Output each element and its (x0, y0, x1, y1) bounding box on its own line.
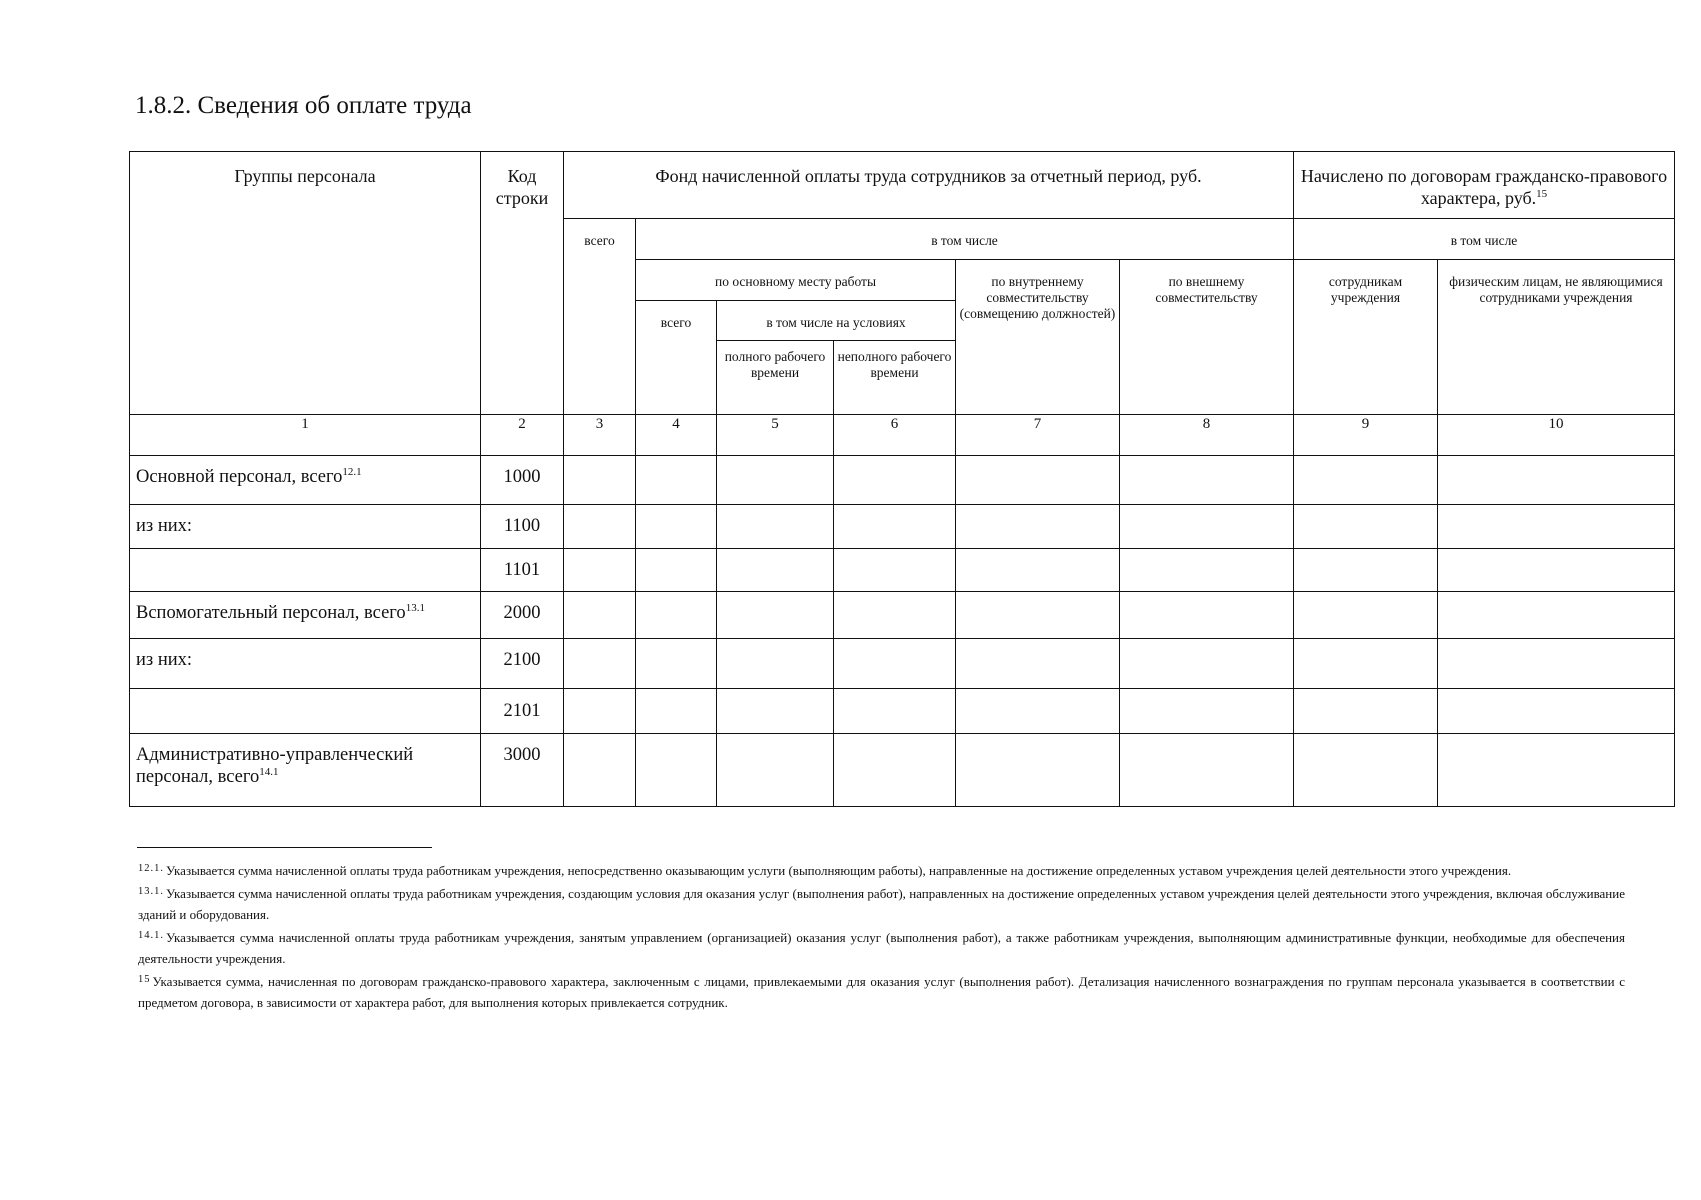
data-cell[interactable] (1438, 689, 1675, 734)
data-cell[interactable] (1438, 549, 1675, 592)
row-code: 2000 (481, 592, 564, 639)
column-number: 6 (834, 415, 956, 456)
table-row (130, 639, 1675, 689)
header-gph (1294, 152, 1675, 219)
data-cell[interactable] (834, 592, 956, 639)
data-cell[interactable] (636, 549, 717, 592)
column-number: 2 (481, 415, 564, 456)
header-internal: по внутреннему совместительству (совмещению должностей) (956, 260, 1120, 415)
column-number: 4 (636, 415, 717, 456)
table-row (130, 549, 1675, 592)
footnote (138, 969, 1625, 1013)
row-group-label (130, 592, 481, 639)
footnote-text: Указывается сумма, начисленная по договорам гражданско-правового характера, заключенным с лицами, привлекаемыми для оказания услуг (выполнения работ). Детализация начисленного вознаграждения по группам персонала указывается в соответствии с предметом договора, в зависимости от характера работ, для выполнения которых привлекается сотрудник. (138, 974, 1625, 1010)
row-group-label (130, 639, 481, 689)
header-main-total: всего (636, 301, 717, 415)
page-title: 1.8.2. Сведения об оплате труда (135, 92, 472, 119)
data-cell[interactable] (717, 549, 834, 592)
data-cell[interactable] (636, 734, 717, 807)
row-group-label (130, 505, 481, 549)
footnote (138, 881, 1625, 925)
row-code: 2100 (481, 639, 564, 689)
data-cell[interactable] (1120, 505, 1294, 549)
footnote-text: Указывается сумма начисленной оплаты труда работникам учреждения, создающим условия для оказания услуг (выполнения работ), направленных на достижение определенных уставом учреждения целей деятельности этого учреждения, включая обслуживание зданий и оборудования. (138, 886, 1625, 922)
header-including: в том числе (636, 219, 1294, 260)
column-number: 9 (1294, 415, 1438, 456)
header-incl-conditions: в том числе на условиях (717, 301, 956, 341)
data-cell[interactable] (717, 639, 834, 689)
data-cell[interactable] (717, 456, 834, 505)
data-cell[interactable] (636, 505, 717, 549)
footnote-ref: 12.1 (342, 466, 362, 478)
header-groups: Группы персонала (130, 152, 481, 415)
row-group-label (130, 456, 481, 505)
footnote-ref: 14.1 (259, 766, 279, 779)
data-cell[interactable] (1294, 689, 1438, 734)
footnote-text: Указывается сумма начисленной оплаты труда работникам учреждения, занятым управлением (организацией) оказания услуг (выполнения работ), а также работникам учреждения, выполняющим административные функции, необходимые для обеспечения деятельности учреждения. (138, 930, 1625, 966)
footnote-text: Указывается сумма начисленной оплаты труда работникам учреждения, непосредственно оказывающим услуги (выполняющим работы), направленные на достижение определенных уставом учреждения целей деятельности этого учреждения. (166, 863, 1512, 878)
data-cell[interactable] (1438, 592, 1675, 639)
header-external: по внешнему совместительству (1120, 260, 1294, 415)
data-cell[interactable] (564, 456, 636, 505)
table-row (130, 689, 1675, 734)
table-row (130, 734, 1675, 807)
row-code: 2101 (481, 689, 564, 734)
footnote-number: 15 (138, 974, 151, 985)
header-main-job: по основному месту работы (636, 260, 956, 301)
row-code: 1100 (481, 505, 564, 549)
footnote-number: 12.1. (138, 863, 164, 874)
data-cell[interactable] (1438, 456, 1675, 505)
row-group-label (130, 734, 481, 807)
header-gph-individuals: физическим лицам, не являющимися сотрудниками учреждения (1438, 260, 1675, 415)
data-cell[interactable] (956, 592, 1120, 639)
footnote-ref: 13.1 (405, 602, 425, 614)
row-code: 1000 (481, 456, 564, 505)
column-number: 3 (564, 415, 636, 456)
column-number: 10 (1438, 415, 1675, 456)
data-cell[interactable] (834, 456, 956, 505)
column-number: 5 (717, 415, 834, 456)
row-group-text: Административно-управленческий персонал, всего (136, 745, 414, 788)
data-cell[interactable] (1438, 734, 1675, 807)
data-cell[interactable] (1294, 456, 1438, 505)
footnote-ref: 15 (1536, 187, 1548, 200)
data-cell[interactable] (956, 639, 1120, 689)
footnote (138, 858, 1625, 881)
header-total: всего (564, 219, 636, 415)
data-cell[interactable] (956, 505, 1120, 549)
data-cell[interactable] (1294, 734, 1438, 807)
data-cell[interactable] (1438, 639, 1675, 689)
data-cell[interactable] (834, 734, 956, 807)
data-cell[interactable] (636, 456, 717, 505)
row-group-text: из них: (136, 650, 193, 671)
header-full-time: полного рабочего времени (717, 341, 834, 415)
data-cell[interactable] (834, 639, 956, 689)
column-number: 8 (1120, 415, 1294, 456)
data-cell[interactable] (956, 734, 1120, 807)
row-code: 3000 (481, 734, 564, 807)
footnote-divider (137, 847, 432, 848)
data-cell[interactable] (1120, 734, 1294, 807)
data-cell[interactable] (1120, 639, 1294, 689)
data-cell[interactable] (636, 639, 717, 689)
column-number: 1 (130, 415, 481, 456)
table-row (130, 505, 1675, 549)
footnote-number: 13.1. (138, 886, 164, 897)
data-cell[interactable] (717, 592, 834, 639)
footnotes (138, 858, 1625, 1013)
data-cell[interactable] (834, 549, 956, 592)
header-gph-including: в том числе (1294, 219, 1675, 260)
data-cell[interactable] (1120, 549, 1294, 592)
data-cell[interactable] (564, 505, 636, 549)
data-cell[interactable] (564, 689, 636, 734)
footnote-number: 14.1. (138, 930, 164, 941)
data-cell[interactable] (1294, 505, 1438, 549)
data-cell[interactable] (956, 549, 1120, 592)
header-part-time: неполного рабочего времени (834, 341, 956, 415)
footnote (138, 925, 1625, 969)
data-cell[interactable] (956, 689, 1120, 734)
data-cell[interactable] (564, 734, 636, 807)
row-group-text: Вспомогательный персонал, всего (136, 603, 406, 624)
data-cell[interactable] (1120, 689, 1294, 734)
data-cell[interactable] (717, 505, 834, 549)
data-cell[interactable] (1438, 505, 1675, 549)
table-row (130, 592, 1675, 639)
header-code: Код строки (481, 152, 564, 415)
salary-table (129, 151, 1675, 807)
row-group-label (130, 549, 481, 592)
data-cell[interactable] (717, 689, 834, 734)
data-cell[interactable] (834, 505, 956, 549)
row-group-label (130, 689, 481, 734)
header-gph-employees: сотрудникам учреждения (1294, 260, 1438, 415)
data-cell[interactable] (1120, 456, 1294, 505)
row-group-text: Основной персонал, всего (136, 467, 343, 488)
header-fund: Фонд начисленной оплаты труда сотрудников за отчетный период, руб. (564, 152, 1294, 219)
row-group-text: из них: (136, 516, 193, 537)
table-row (130, 456, 1675, 505)
column-number: 7 (956, 415, 1120, 456)
data-cell[interactable] (636, 592, 717, 639)
data-cell[interactable] (834, 689, 956, 734)
data-cell[interactable] (1294, 549, 1438, 592)
data-cell[interactable] (1294, 639, 1438, 689)
data-cell[interactable] (1294, 592, 1438, 639)
data-cell[interactable] (956, 456, 1120, 505)
data-cell[interactable] (1120, 592, 1294, 639)
header-gph-text: Начислено по договорам гражданско-правового характера, руб. (1300, 166, 1668, 208)
data-cell[interactable] (564, 549, 636, 592)
data-cell[interactable] (564, 592, 636, 639)
data-cell[interactable] (636, 689, 717, 734)
row-code: 1101 (481, 549, 564, 592)
data-cell[interactable] (717, 734, 834, 807)
data-cell[interactable] (564, 639, 636, 689)
